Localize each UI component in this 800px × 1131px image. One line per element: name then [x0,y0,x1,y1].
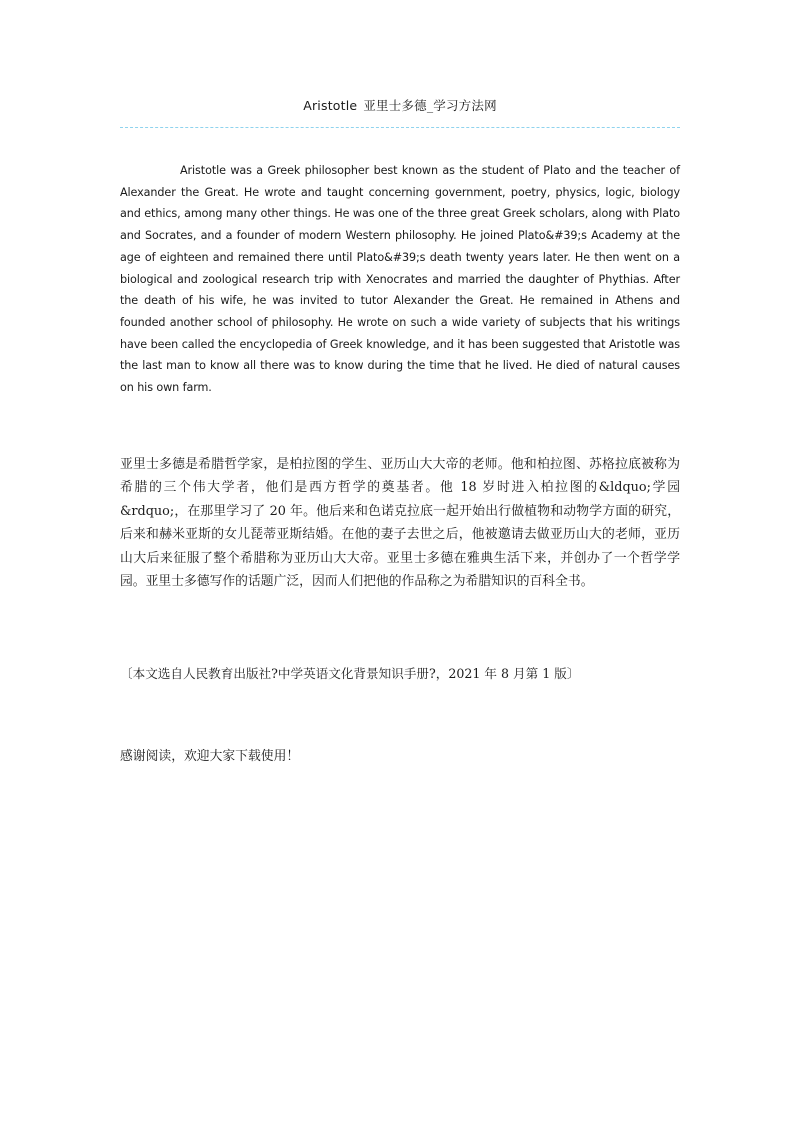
source-note: 〔本文选自人民教育出版社?中学英语文化背景知识手册?，2021 年 8 月第 1 版〕 [120,666,580,681]
title-english: Aristotle [303,98,358,113]
header-dashed-rule [120,127,680,128]
chinese-paragraph: 亚里士多德是希腊哲学家，是柏拉图的学生、亚历山大大帝的老师。他和柏拉图、苏格拉底被称为希腊的三个伟大学者，他们是西方哲学的奠基者。他 18 岁时进入柏拉图的&ldquo;学园&rdquo;，在那里学习了 20 年。他后来和色诺克拉底一起开始出行做植物和动物学方面的研究，后来和赫米亚斯的女儿琵蒂亚斯结婚。在他的妻子去世之后，他被邀请去做亚历山大的老师，亚历山大后来征服了整个希腊称为亚历山大大帝。亚里士多德在雅典生活下来，并创办了一个哲学学园。亚里士多德写作的话题广泛，因而人们把他的作品称之为希腊知识的百科全书。 [120,457,680,590]
english-paragraph: Aristotle was a Greek philosopher best known as the student of Plato and the teacher of Alexander the Great. He wrote and taught concerning government, poetry, physics, logic, biology and ethics, among many other things. He was one of the three great Greek scholars, along with Plato and Socrates, and a founder of modern Western philosophy. He joined Plato&#39;s Academy at the age of eighteen and remained there until Plato&#39;s death twenty years later. He then went on a biological and zoological research trip with Xenocrates and married the daughter of Phythias. After the death of his wife, he was invited to tutor Alexander the Great. He remained in Athens and founded another school of philosophy. He wrote on such a wide variety of subjects that his writings have been called the encyclopedia of Greek knowledge, and it has been suggested that Aristotle was the last man to know all there was to know during the time that he lived. He died of natural causes on his own farm. [120,164,680,395]
page-title [120,96,680,114]
thanks-line: 感谢阅读，欢迎大家下载使用！ [120,749,300,764]
document-header [120,96,680,128]
title-chinese: 亚里士多德_学习方法网 [363,98,497,113]
